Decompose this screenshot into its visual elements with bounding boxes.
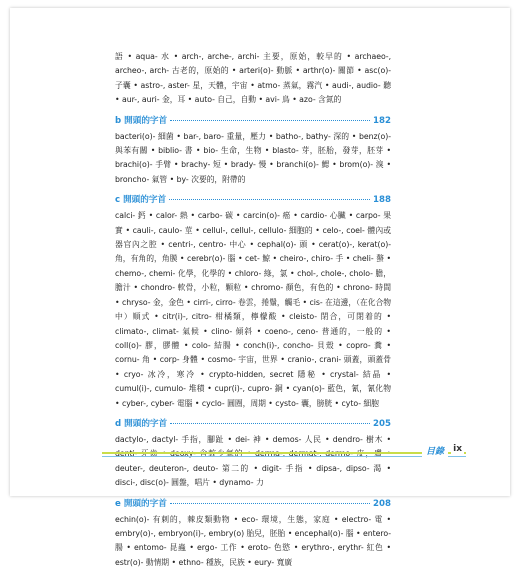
page <box>10 8 510 567</box>
section-title: d 開頭的字首 <box>115 418 168 429</box>
footer-page-number: ix <box>453 444 462 454</box>
section-heading-c[interactable] <box>115 194 391 207</box>
section-page-number: 188 <box>373 195 391 206</box>
section-title: e 開頭的字首 <box>115 498 167 509</box>
footer-rule-green <box>102 452 466 454</box>
dot-leader <box>170 120 370 121</box>
toc-content <box>115 50 391 570</box>
dot-leader <box>169 199 370 200</box>
intro-paragraph: 語 • aqua- 水 • arch-, arche-, archi- 主要，原始，較早的 • archaeo-, archeo-, arch- 古老的，原始的 • arteri(o)- 動脈 • arthr(o)- 關節 • asc(o)- 子囊 • astro-, aster- 星，天體，宇宙 • atmo- 蒸氣，霧汽 • audi-, audio- 聽 • aur-, auri- 金，耳 • auto- 自己，自動 • avi- 鳥 • azo- 含氮的 <box>115 52 391 105</box>
section-paragraph-e: echin(o)- 有刺的，棘皮類動物 • eco- 環境，生態，家庭 • electro- 電 • embry(o)-, embryon(i)-, embry(o) 胎兒，胚胎 • encephal(o)- 腦 • entero- 腸 • entomo- 昆蟲 • ergo- 工作 • eroto- 色慾 • erythro-, erythr- 紅色 • estr(o)- 動情期 • ethno- 種族，民族 • eury- 寬廣 <box>115 514 391 567</box>
page-footer <box>10 442 510 462</box>
section-heading-b[interactable] <box>115 115 391 128</box>
section-title: c 開頭的字首 <box>115 195 167 206</box>
footer-rule-blue <box>102 456 466 457</box>
section-heading-d[interactable] <box>115 418 391 431</box>
section-paragraph-d: dactylo-, dactyl- 手指，腳趾 • dei- 神 • demos- 人民 • dendro- 樹木 • deuter-, deuteron-, deuto- 第二的 • digit- 手指 • dipsa-, dipso- 渴 • disci-, disc(o)- 圓盤，唱片 • dynamo- 力 <box>115 434 391 488</box>
section-title: b 開頭的字首 <box>115 115 168 126</box>
section-paragraph-c: calci- 鈣 • calor- 熱 • carbo- 碳 • carcin(o)- 癌 • cardio- 心臟 • carpo- 果實 • cauli-, caulo- 莖 • cellul-, cellul-, cellulo- 細胞的 • celo-, coel- 體內或器官內之腔 • centri-, centro- 中心 • cephal(o)- 頭 • cerat(o)-, kerat(o)- 角，有角的，角膜 • cerebr(o)- 腦 • cet- 鯨 • cheiro-, chiro- 手 • cheli- 螯 • chemo-, chemi- 化學，化學的 • chloro- 綠，氯 • chol-, chole-, cholo- 膽，膽汁 • chondro- 軟骨，小粒，顆粒 • chromo- 顏色，有色的 • chrono- 時間 • chryso- 金，金色 • cirri-, cirro- 卷雲，捲鬚，觸毛 • cis- 在這邊，（在化合物中）順式 • citr(i)-, citro- 柑橘類，檸檬酸 • cleisto- 閉合，可閉着的 • climato-, climat- 氣候 • clino- 傾斜 • coeno-, ceno- 普通的，一般的 • coll(o)- 膠，膠體 • colo- 結腸 • conch(i)-, concho- 貝殼 • copro- 糞 • cornu- 角 • corp- 身體 • cosmo- 宇宙，世界 • cranio-, crani- 頭蓋，頭蓋骨 • cryo- 冰冷，寒冷 • crypto-hidden, secret 隱秘 • crystal- 結晶 • cumul(i)-, cumulo- 堆積 • cupr(i)-, cupro- 銅 • cyan(o)- 藍色，氰，氰化物 • cyber-, cyber- 電腦 • cyclo- 圓圈，周期 • cysto- 囊，膀胱 • cyto- 細胞 <box>115 211 391 408</box>
dot-leader <box>170 423 370 424</box>
section-page-number: 205 <box>373 418 391 429</box>
section-page-number: 208 <box>373 498 391 509</box>
section-paragraph-b: bacteri(o)- 細菌 • bar-, baro- 重量，壓力 • batho-, bathy- 深的 • benz(o)- 與苯有關 • biblio- 書 • bio- 生命，生物 • blasto- 芽，胚胎，發芽，胚芽 • brachi(o)- 手臂 • brachy- 短 • brady- 慢 • branchi(o)- 鰓 • brom(o)- 溴 • broncho- 氣管 • by- 次要的，附帶的 <box>115 131 391 184</box>
section-page-number: 182 <box>373 115 391 126</box>
footer-label: 目錄 <box>422 444 448 457</box>
dot-leader <box>170 503 370 504</box>
